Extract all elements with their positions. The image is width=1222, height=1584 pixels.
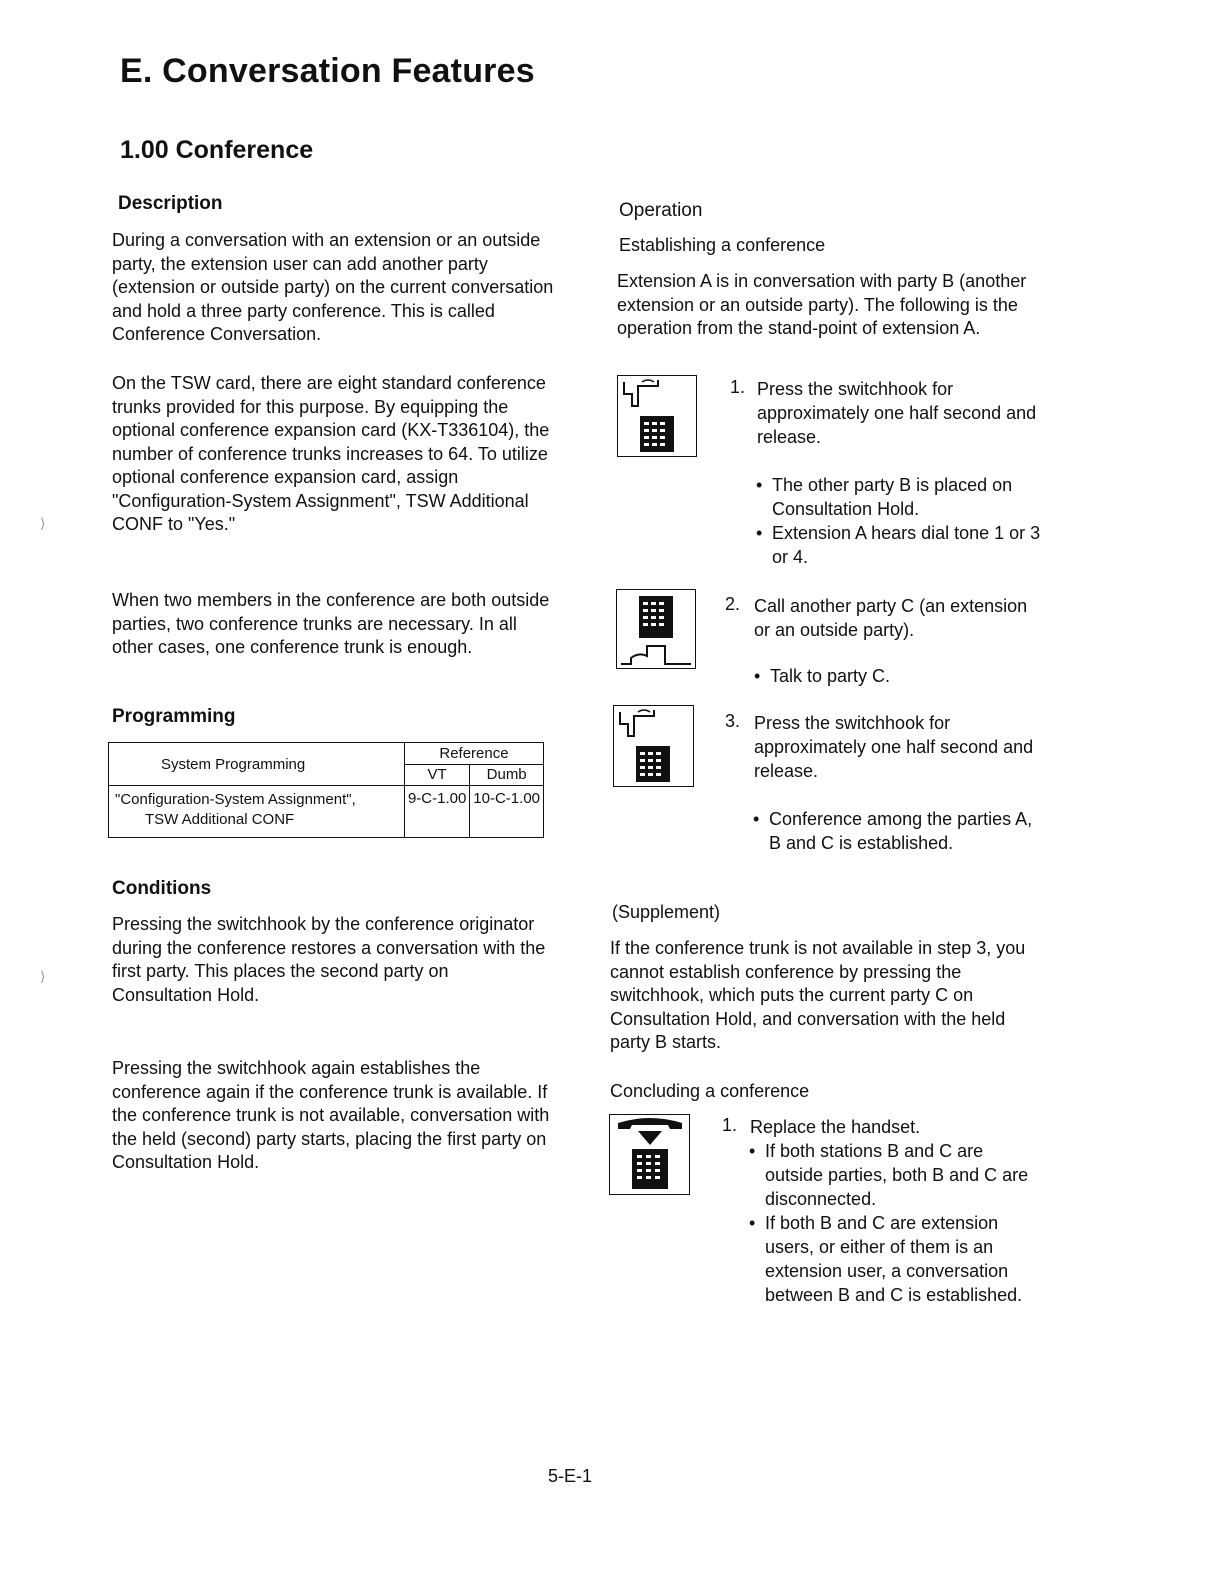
table-header-reference: Reference [404,743,543,765]
description-paragraph-3: When two members in the conference are both outside parties, two conference trunks are necessary. In all other cases, one conference trunk is enough. [112,590,550,657]
handset-up-icon [617,375,697,457]
conditions-heading: Conditions [112,878,212,899]
page-number: 5-E-1 [548,1466,593,1486]
phone-dialing-icon [616,589,696,669]
concluding-bullet-1: • If both stations B and C are outside parties, both B and C are disconnected. [749,1141,1029,1209]
step-1-number: 1. [730,377,746,397]
programming-heading: Programming [112,706,236,727]
step-3-bullet-1: • Conference among the parties A, B and C is established. [753,809,1033,853]
bullet-dot: • [753,809,760,829]
concluding-step-1-number: 1. [722,1115,738,1135]
supplement-text: If the conference trunk is not available in step 3, you cannot establish conference by pressing the switchhook, which puts the current party C on Consultation Hold, and conversation with the held party B starts. [610,938,1026,1052]
step-2-text: Call another party C (an extension or an outside party). [754,596,1028,640]
bullet-dot: • [754,666,761,686]
table-header-system-programming: System Programming [109,743,405,786]
description-heading: Description [118,193,223,214]
table-header-dumb: Dumb [470,764,544,786]
operation-heading: Operation [619,200,703,221]
table-cell-item-line-2: TSW Additional CONF [145,811,295,828]
bullet-dot: • [756,523,763,543]
bullet-dot: • [749,1141,756,1161]
description-paragraph-1: During a conversation with an extension or an outside party, the extension user can add another party (extension or outside party) on the current conversation and hold a three party conference. This is called Conference Conversation. [112,230,554,344]
conditions-paragraph-1: Pressing the switchhook by the conference originator during the conference restores a conversation with the first party. This places the second party on Consultation Hold. [112,914,546,1005]
scan-mark-decoration: ⟩ [40,968,46,984]
concluding-step-1-text: Replace the handset. [750,1117,921,1137]
table-header-vt: VT [404,764,469,786]
concluding-heading: Concluding a conference [610,1081,810,1101]
step-2-bullet-1: • Talk to party C. [754,666,891,686]
handset-up-icon [613,705,694,787]
conditions-paragraph-2: Pressing the switchhook again establishes the conference again if the conference trunk is available. If the conference trunk is not available, conversation with the held (second) party starts, placing the first party on Consultation Hold. [112,1058,550,1172]
section-title: 1.00 Conference [120,136,314,164]
table-cell-item-line-1: "Configuration-System Assignment", [115,791,356,808]
step-2-number: 2. [725,594,741,614]
bullet-dot: • [756,475,763,495]
bullet-dot: • [749,1213,756,1233]
handset-down-icon [609,1114,690,1195]
concluding-bullet-2: • If both B and C are extension users, or either of them is an extension user, a conversation between B and C is established. [749,1213,1023,1305]
table-cell-dumb: 10-C-1.00 [470,786,544,838]
step-1-bullet-2: • Extension A hears dial tone 1 or 3 or 4. [756,523,1041,567]
supplement-heading: (Supplement) [612,902,721,922]
description-paragraph-2: On the TSW card, there are eight standard conference trunks provided for this purpose. By equipping the optional conference expansion card (KX-T336104), the number of conference trunks increases to 64. To utilize optional conference expansion card, assign "Configuration-System Assignment", TSW Additional CONF to "Yes." [112,373,550,534]
page-title: E. Conversation Features [120,52,535,90]
step-3-number: 3. [725,711,741,731]
establishing-heading: Establishing a conference [619,235,826,255]
step-1-bullet-1: • The other party B is placed on Consultation Hold. [756,475,1013,519]
scan-mark-decoration: ⟩ [40,515,46,531]
operation-intro: Extension A is in conversation with party B (another extension or an outside party). The following is the operation from the stand-point of extension A. [617,271,1027,338]
programming-table [108,742,544,838]
table-cell-vt: 9-C-1.00 [404,786,469,838]
step-3-text: Press the switchhook for approximately one half second and release. [754,713,1034,781]
table-cell-item [109,786,405,838]
step-1-text: Press the switchhook for approximately one half second and release. [757,379,1037,447]
